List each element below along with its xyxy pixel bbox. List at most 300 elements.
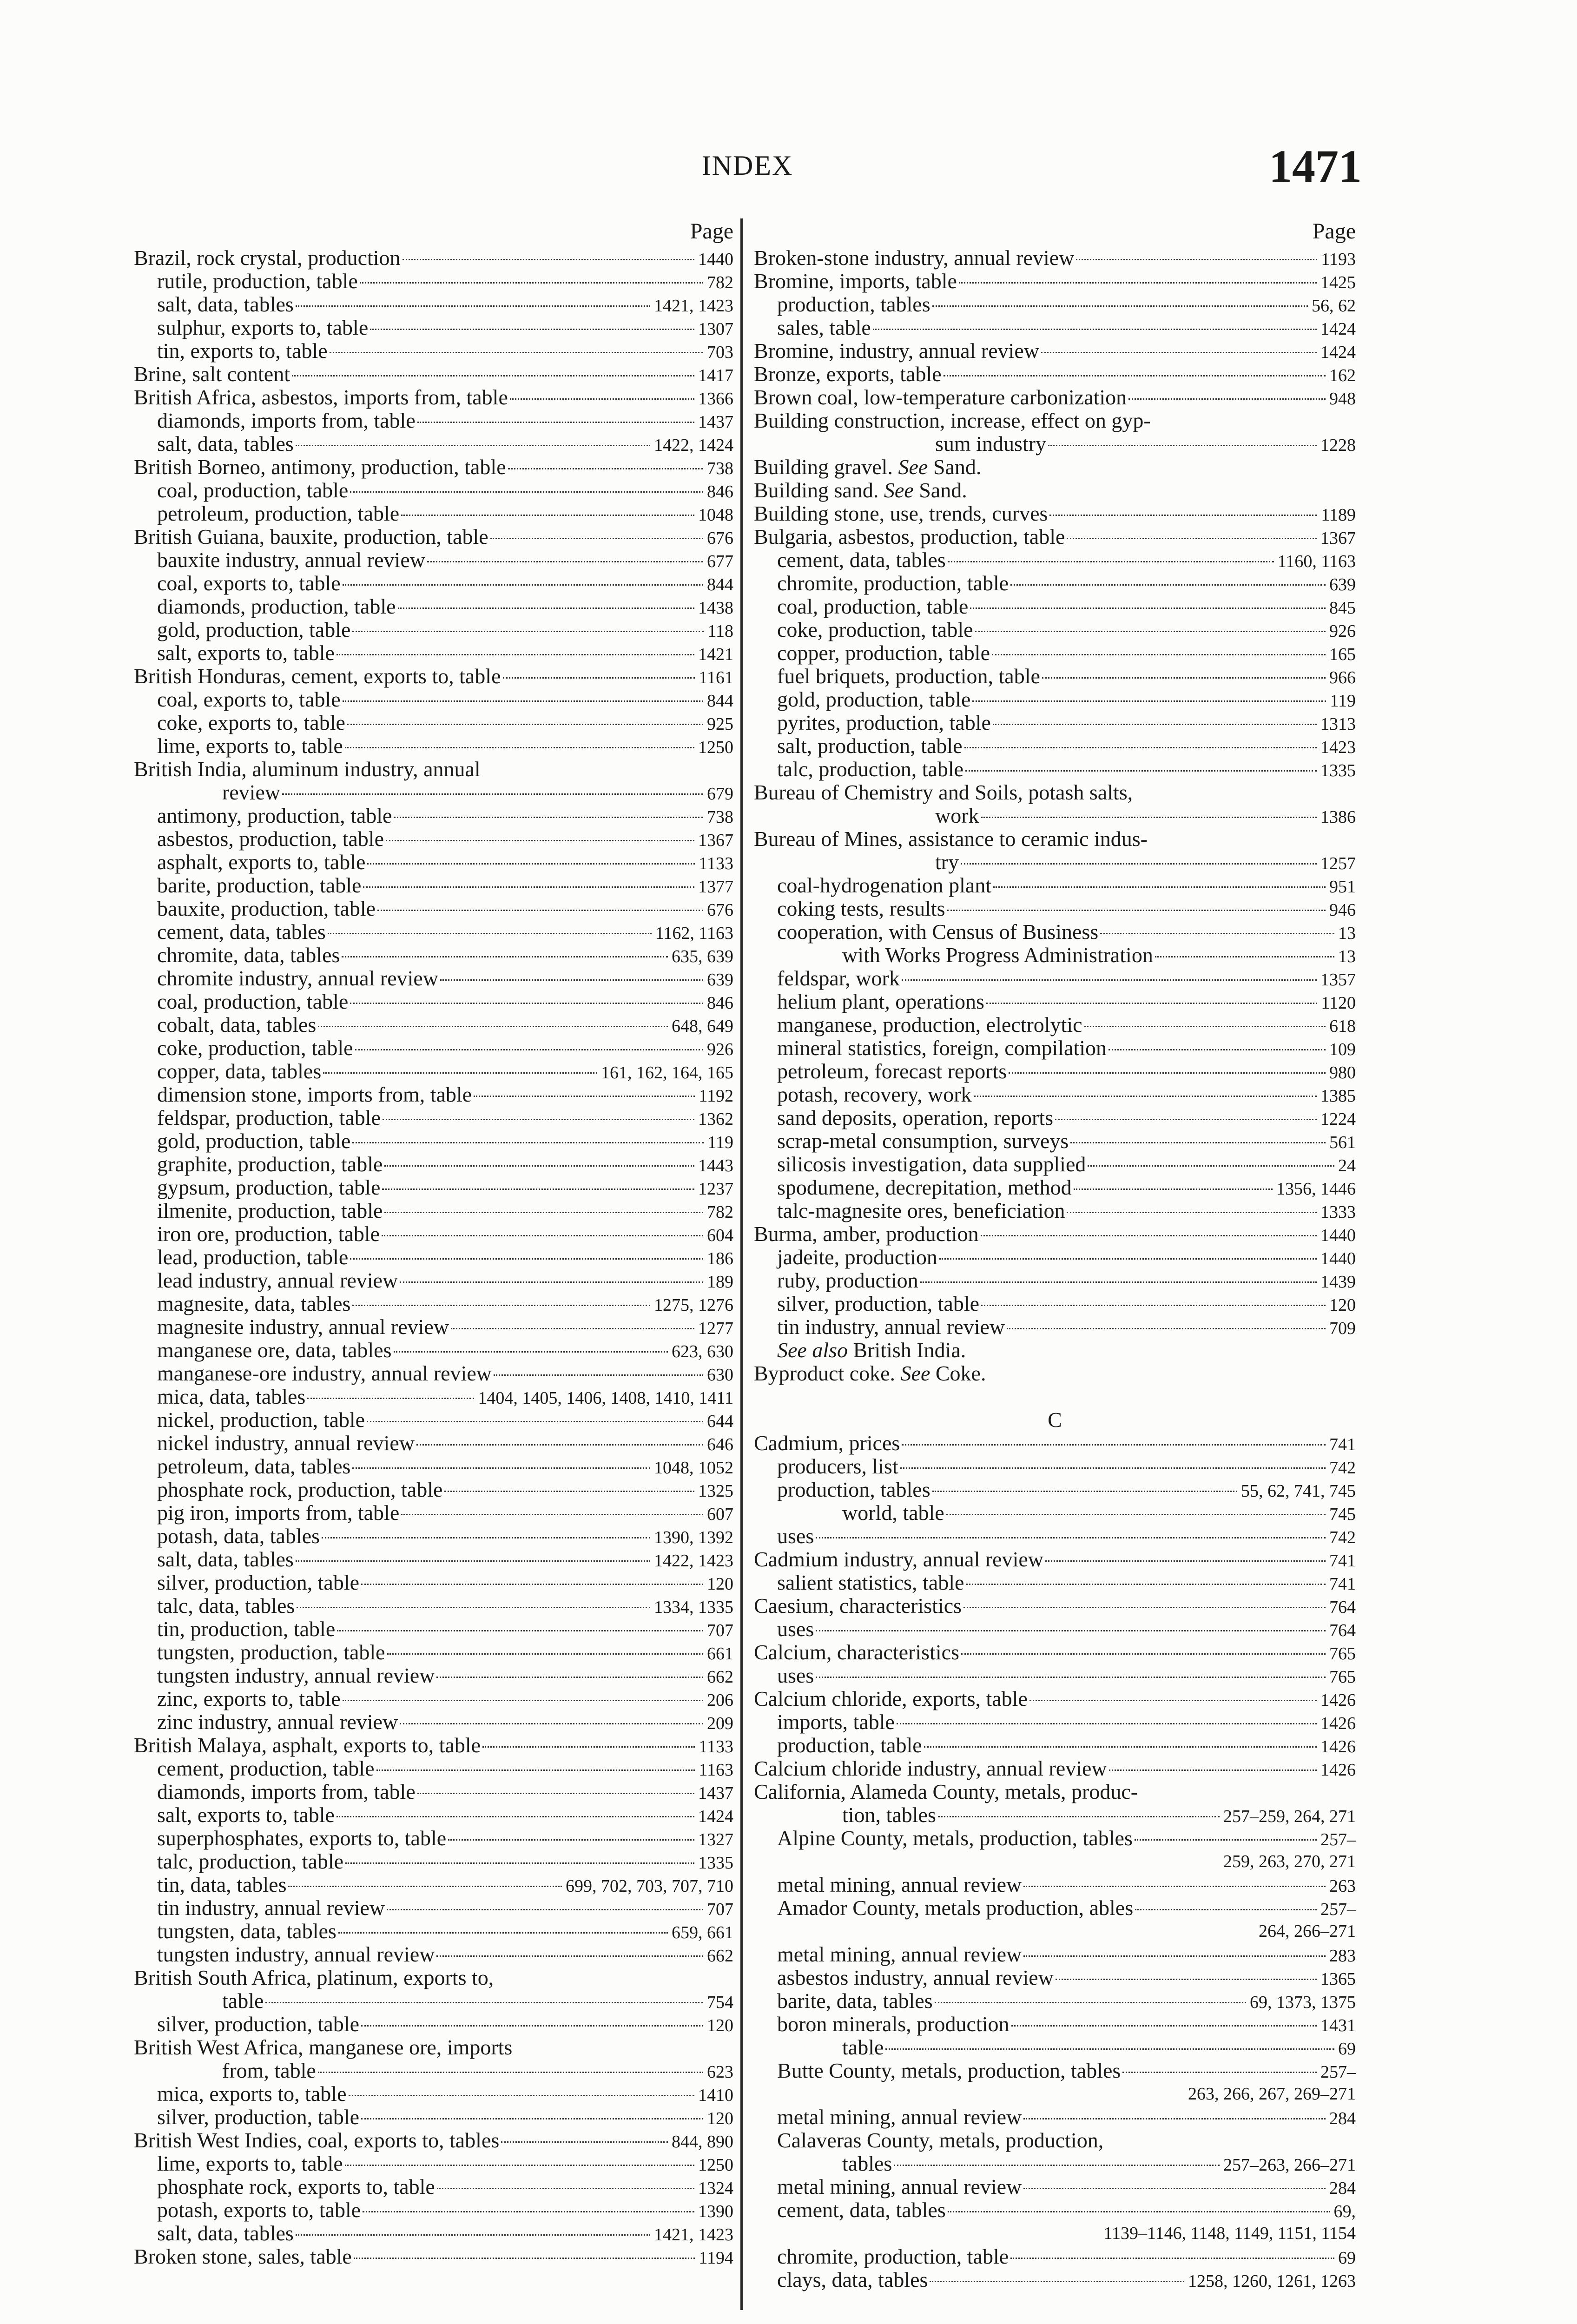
entry-text: tin industry, annual review [777, 1315, 1005, 1339]
entry-pages: 1426 [1320, 1737, 1356, 1756]
entry-text-main: Building sand. [754, 478, 879, 502]
entry-text: asbestos industry, annual review [777, 1966, 1054, 1989]
entry-pages: 263 [1329, 1876, 1356, 1896]
index-entry [134, 665, 733, 688]
dot-leader [963, 1606, 1326, 1608]
entry-pages: 741 [1329, 1574, 1356, 1594]
dot-leader [451, 1327, 694, 1329]
entry-text: metal mining, annual review [777, 2175, 1022, 2199]
entry-text: copper, production, table [777, 641, 990, 665]
entry-text: silicosis investigation, data supplied [777, 1152, 1086, 1176]
index-entry [134, 1408, 733, 1432]
entry-pages: 1386 [1320, 807, 1356, 827]
dot-leader [1048, 444, 1317, 446]
entry-pages: 1365 [1320, 1969, 1356, 1989]
dot-leader [1074, 1188, 1273, 1190]
index-entry [134, 1106, 733, 1129]
entry-pages: 561 [1329, 1133, 1356, 1152]
entry-text: talc, production, table [157, 1849, 344, 1873]
index-entry [134, 363, 733, 386]
entry-pages: 1162, 1163 [655, 924, 733, 943]
index-entry [134, 2222, 733, 2245]
index-entry [134, 1432, 733, 1455]
entry-text: Building construction, increase, effect on gyp- [754, 409, 1151, 432]
entry-pages: 676 [707, 528, 733, 548]
dot-leader [387, 1652, 703, 1655]
dot-leader [1067, 537, 1317, 539]
entry-pages: 165 [1329, 645, 1356, 664]
dot-leader [352, 1141, 704, 1143]
entry-pages: 186 [707, 1249, 733, 1268]
entry-pages: 1440 [1320, 1249, 1356, 1268]
dot-leader [1045, 1559, 1326, 1562]
index-entry [754, 293, 1356, 316]
entry-pages: 844 [707, 691, 733, 711]
entry-pages: 1228 [1320, 436, 1356, 455]
see-also-label: See also [777, 1338, 848, 1362]
entry-pages: 662 [707, 1946, 733, 1966]
dot-leader [337, 1815, 694, 1817]
index-entry [754, 618, 1356, 641]
entry-pages: 1327 [698, 1830, 733, 1849]
dot-leader [352, 1466, 650, 1469]
dot-leader [427, 560, 703, 562]
index-entry [754, 1664, 1356, 1687]
entry-pages: 1250 [698, 2155, 733, 2175]
index-entry [134, 1339, 733, 1362]
entry-text: cement, data, tables [777, 2198, 946, 2222]
entry-text: table [222, 1989, 264, 2013]
index-entry [134, 1269, 733, 1292]
dot-leader [920, 1281, 1317, 1283]
entry-pages: 1422, 1424 [654, 436, 733, 455]
entry-text: tungsten industry, annual review [157, 1942, 435, 1966]
index-entry [754, 827, 1356, 851]
index-entry [754, 1525, 1356, 1548]
entry-pages: 764 [1329, 1621, 1356, 1640]
entry-pages: 699, 702, 703, 707, 710 [566, 1876, 733, 1896]
entry-text: zinc, exports to, table [157, 1687, 341, 1710]
entry-text: British South Africa, platinum, exports to, [134, 1966, 494, 1989]
entry-pages: 1313 [1320, 714, 1356, 734]
entry-text: lead, production, table [157, 1245, 349, 1269]
entry-pages: 1120 [1321, 993, 1356, 1013]
entry-text: Burma, amber, production [754, 1222, 979, 1246]
index-entry [754, 1106, 1356, 1129]
entry-pages: 738 [707, 807, 733, 827]
dot-leader [387, 1908, 703, 1910]
index-entry [134, 479, 733, 502]
entry-text [754, 456, 981, 479]
index-entry [754, 1989, 1356, 2013]
index-entry [134, 2152, 733, 2175]
dot-leader [961, 1652, 1326, 1655]
entry-pages: 951 [1329, 877, 1356, 897]
index-entry [134, 944, 733, 967]
index-entry [754, 1641, 1356, 1664]
dot-leader [400, 1281, 703, 1283]
dot-leader [265, 2001, 703, 2003]
index-entry [754, 595, 1356, 618]
entry-text: cobalt, data, tables [157, 1013, 317, 1037]
entry-pages: 56, 62 [1312, 296, 1356, 316]
index-entry [134, 641, 733, 665]
dot-leader [935, 2001, 1246, 2003]
entry-text: uses [777, 1524, 814, 1548]
entry-pages: 209 [707, 1714, 733, 1733]
index-entry [134, 2106, 733, 2129]
entry-pages: 1258, 1260, 1261, 1263 [1188, 2271, 1356, 2291]
index-entry [754, 409, 1356, 432]
entry-text: tungsten, production, table [157, 1640, 385, 1664]
entry-text: salt, production, table [777, 734, 963, 758]
entry-text: salt, data, tables [157, 432, 294, 456]
index-entry [134, 711, 733, 734]
entry-text: California, Alameda County, metals, produc- [754, 1780, 1138, 1803]
entry-text: salt, exports to, table [157, 1803, 335, 1827]
index-entry [134, 734, 733, 758]
entry-text: iron ore, production, table [157, 1222, 380, 1246]
index-entry [134, 246, 733, 270]
entry-pages: 1048 [698, 505, 733, 525]
index-entry [134, 1943, 733, 1966]
dot-leader [1023, 2117, 1326, 2119]
index-entry [134, 2129, 733, 2152]
index-entry [134, 1478, 733, 1501]
entry-pages: 1333 [1320, 1202, 1356, 1222]
dot-leader [932, 1490, 1237, 1492]
index-entry [134, 1710, 733, 1734]
dot-leader [885, 2047, 1334, 2050]
index-entry [134, 1734, 733, 1757]
dot-leader [337, 653, 694, 655]
entry-pages: 661 [707, 1644, 733, 1664]
entry-pages: 646 [707, 1435, 733, 1454]
entry-text: bauxite industry, annual review [157, 548, 425, 572]
entry-text: Calcium chloride, exports, table [754, 1687, 1028, 1710]
index-entry [134, 1385, 733, 1408]
dot-leader [448, 1838, 694, 1841]
entry-text: Butte County, metals, production, tables [777, 2059, 1121, 2082]
index-entry [754, 1153, 1356, 1176]
entry-text: ruby, production [777, 1268, 918, 1292]
entry-text: metal mining, annual review [777, 1942, 1022, 1966]
index-entry [134, 1455, 733, 1478]
entry-pages: 1417 [698, 366, 733, 385]
index-entry [754, 1501, 1356, 1525]
index-entry [754, 1060, 1356, 1083]
entry-pages: 284 [1329, 2109, 1356, 2128]
entry-text: dimension stone, imports from, table [157, 1083, 472, 1106]
entry-pages: 13 [1338, 947, 1356, 966]
index-entry [134, 781, 733, 804]
page-label: Page [1312, 219, 1356, 244]
see-target: Sand. [933, 455, 982, 479]
entry-text: coke, production, table [157, 1036, 353, 1060]
entry-pages: 604 [707, 1226, 733, 1245]
index-entry [134, 920, 733, 944]
entry-pages: 1194 [699, 2248, 733, 2268]
dot-leader [296, 304, 650, 307]
index-entry [754, 502, 1356, 525]
dot-leader [1100, 932, 1334, 934]
entry-pages: 13 [1338, 924, 1356, 943]
entry-pages: 846 [707, 482, 733, 502]
entry-text: Alpine County, metals, production, tables [777, 1826, 1133, 1850]
entry-pages: 1390 [698, 2202, 733, 2221]
entry-text: copper, data, tables [157, 1059, 322, 1083]
index-entry [134, 1013, 733, 1037]
dot-leader [384, 1211, 703, 1213]
dot-leader [343, 583, 703, 586]
entry-pages: 1335 [698, 1853, 733, 1873]
entry-text: gypsum, production, table [157, 1175, 381, 1199]
dot-leader [816, 1629, 1326, 1631]
entry-pages: 782 [707, 273, 733, 292]
entry-text: scrap-metal consumption, surveys [777, 1129, 1069, 1153]
index-entry [754, 1478, 1356, 1501]
dot-leader [417, 1792, 694, 1794]
index-entry [754, 1873, 1356, 1896]
entry-text: table [842, 2035, 884, 2059]
index-entry [754, 1803, 1356, 1827]
index-entry [134, 456, 733, 479]
entry-text: metal mining, annual review [777, 2105, 1022, 2129]
entry-pages: 1440 [698, 250, 733, 269]
index-entry [134, 1594, 733, 1618]
entry-text: boron minerals, production [777, 2012, 1010, 2036]
dot-leader [328, 932, 652, 934]
index-entry [134, 1037, 733, 1060]
entry-text: tungsten industry, annual review [157, 1664, 435, 1687]
entry-text-main: Byproduct coke. [754, 1361, 896, 1385]
entry-pages: 707 [707, 1900, 733, 1919]
index-entry [754, 1548, 1356, 1571]
entry-pages: 1366 [698, 389, 733, 409]
dot-leader [508, 467, 703, 469]
entry-pages: 1443 [698, 1156, 733, 1175]
entry-text: manganese-ore industry, annual review [157, 1361, 492, 1385]
dot-leader [363, 885, 694, 888]
dot-leader [938, 1815, 1220, 1817]
dot-leader [897, 1722, 1317, 1724]
entry-text: mica, data, tables [157, 1385, 306, 1408]
index-entry [754, 246, 1356, 270]
index-entry-continuation [754, 2082, 1356, 2106]
dot-leader [1088, 1164, 1334, 1167]
entry-pages: 257– [1320, 1900, 1356, 1919]
entry-pages: 742 [1329, 1528, 1356, 1547]
entry-pages: 206 [707, 1690, 733, 1710]
page-label: Page [690, 219, 733, 244]
dot-leader [959, 281, 1317, 284]
dot-leader [503, 676, 695, 679]
entry-text: phosphate rock, production, table [157, 1478, 443, 1501]
entry-pages: 1237 [698, 1179, 733, 1199]
dot-leader [948, 560, 1274, 562]
entry-pages: 630 [707, 1365, 733, 1385]
index-entry [134, 1803, 733, 1827]
dot-leader [352, 630, 704, 632]
entry-text: review [222, 780, 281, 804]
index-entry [134, 548, 733, 572]
dot-leader [377, 909, 703, 911]
entry-pages: 1421 [698, 645, 733, 664]
entry-pages: 1431 [1320, 2016, 1356, 2035]
entry-text: British West Africa, manganese ore, imports [134, 2035, 513, 2059]
entry-text: nickel industry, annual review [157, 1431, 415, 1455]
index-entry [754, 1129, 1356, 1153]
entry-text: Bromine, industry, annual review [754, 339, 1040, 363]
dot-leader [383, 1118, 694, 1120]
see-label: See [900, 1361, 930, 1385]
entry-text [754, 1362, 986, 1385]
entry-text: cement, production, table [157, 1756, 375, 1780]
entry-text: Bromine, imports, table [754, 269, 957, 293]
entry-text: Broken stone, sales, table [134, 2245, 352, 2268]
entry-pages: 1437 [698, 1783, 733, 1803]
entry-text: gold, production, table [157, 618, 351, 641]
index-entry [754, 804, 1356, 827]
entry-pages: 69, 1373, 1375 [1250, 1993, 1356, 2012]
entry-text: tables [842, 2152, 892, 2175]
dot-leader [1109, 1769, 1317, 1771]
index-entry [754, 641, 1356, 665]
dot-leader [1122, 2071, 1317, 2073]
dot-leader [337, 1629, 703, 1631]
dot-leader [939, 1257, 1317, 1260]
entry-text: Brine, salt content [134, 362, 290, 386]
index-entry [134, 1966, 733, 1989]
entry-pages: 639 [1329, 575, 1356, 594]
index-entry [134, 1920, 733, 1943]
entry-text: production, table [777, 1733, 922, 1757]
dot-leader [349, 2094, 695, 2096]
index-entry [754, 432, 1356, 456]
entry-text: ilmenite, production, table [157, 1199, 383, 1222]
column-header [754, 218, 1356, 246]
entry-text: coke, production, table [777, 618, 973, 641]
dot-leader [1009, 1071, 1326, 1074]
index-entry [134, 595, 733, 618]
dot-leader [363, 2210, 694, 2212]
index-entry [134, 502, 733, 525]
dot-leader [352, 1304, 650, 1306]
entry-pages: 742 [1329, 1458, 1356, 1478]
index-entry [754, 1013, 1356, 1037]
entry-pages: 283 [1329, 1946, 1356, 1966]
index-entry [754, 2059, 1356, 2082]
entry-pages: 119 [707, 1133, 733, 1152]
index-entry [754, 1896, 1356, 1920]
index-entry [754, 688, 1356, 711]
dot-leader [490, 537, 703, 539]
index-entry [754, 1455, 1356, 1478]
entry-pages: 703 [707, 343, 733, 362]
index-entry [754, 851, 1356, 874]
entry-text: try [935, 850, 959, 874]
entry-pages: 926 [707, 1040, 733, 1059]
dot-leader [355, 1048, 703, 1050]
entry-text: producers, list [777, 1454, 898, 1478]
entry-text: with Works Progress Administration [842, 943, 1153, 967]
dot-leader [873, 328, 1317, 330]
entry-pages: 24 [1338, 1156, 1356, 1175]
index-entry [754, 2036, 1356, 2059]
index-entry [754, 1199, 1356, 1222]
index-entry [134, 316, 733, 339]
dot-leader [981, 1234, 1317, 1236]
dot-leader [345, 2164, 694, 2166]
entry-pages: 1424 [698, 1807, 733, 1826]
entry-text: silver, production, table [157, 1571, 360, 1594]
index-entry [754, 1292, 1356, 1315]
index-entry [754, 2106, 1356, 2129]
index-entry [754, 2152, 1356, 2175]
entry-pages: 257–259, 264, 271 [1223, 1807, 1356, 1826]
entry-pages: 1426 [1320, 1690, 1356, 1710]
index-entry [134, 1896, 733, 1920]
entry-pages: 1160, 1163 [1277, 552, 1356, 571]
dot-leader [367, 1420, 703, 1422]
index-entry [754, 897, 1356, 920]
entry-text: coal, production, table [777, 594, 969, 618]
entry-text: bauxite, production, table [157, 897, 376, 920]
entry-text: petroleum, production, table [157, 502, 400, 525]
index-entry [754, 665, 1356, 688]
entry-text: production, tables [777, 1478, 930, 1501]
dot-leader [416, 1443, 703, 1446]
entry-pages: 1163 [699, 1760, 733, 1780]
index-entry [754, 1687, 1356, 1710]
entry-pages: 1421, 1423 [654, 296, 733, 316]
dot-leader [350, 1257, 703, 1260]
entry-text: diamonds, imports from, table [157, 409, 416, 432]
entry-text: Cadmium, prices [754, 1431, 900, 1455]
index-entry [134, 1501, 733, 1525]
dot-leader [816, 1676, 1326, 1678]
index-entry-continuation [754, 2222, 1356, 2245]
index-entries [754, 246, 1356, 2291]
entry-text: jadeite, production [777, 1245, 937, 1269]
entry-text: Amador County, metals production, ables [777, 1896, 1134, 1920]
entry-text: sulphur, exports to, table [157, 316, 369, 339]
entry-text: helium plant, operations [777, 990, 984, 1013]
dot-leader [282, 792, 703, 795]
dot-leader [1135, 1908, 1317, 1910]
index-entries [134, 246, 733, 2268]
index-entry [134, 897, 733, 920]
dot-leader [400, 1722, 703, 1724]
entry-pages: 741 [1329, 1551, 1356, 1571]
dot-leader [924, 1745, 1317, 1748]
entry-pages: 844, 890 [672, 2132, 733, 2152]
entry-pages: 662 [707, 1667, 733, 1687]
entry-pages: 845 [1329, 598, 1356, 618]
entry-text: asphalt, exports to, table [157, 850, 366, 874]
index-entry [754, 874, 1356, 897]
index-entry [754, 1943, 1356, 1966]
dot-leader [494, 1373, 703, 1376]
entry-pages: 676 [707, 900, 733, 920]
index-entry [754, 2199, 1356, 2222]
dot-leader [1109, 1048, 1326, 1050]
dot-leader [974, 1095, 1317, 1097]
entry-text: gold, production, table [777, 687, 971, 711]
index-entry [134, 1827, 733, 1850]
entry-text: talc, data, tables [157, 1594, 295, 1618]
index-entry [754, 572, 1356, 595]
